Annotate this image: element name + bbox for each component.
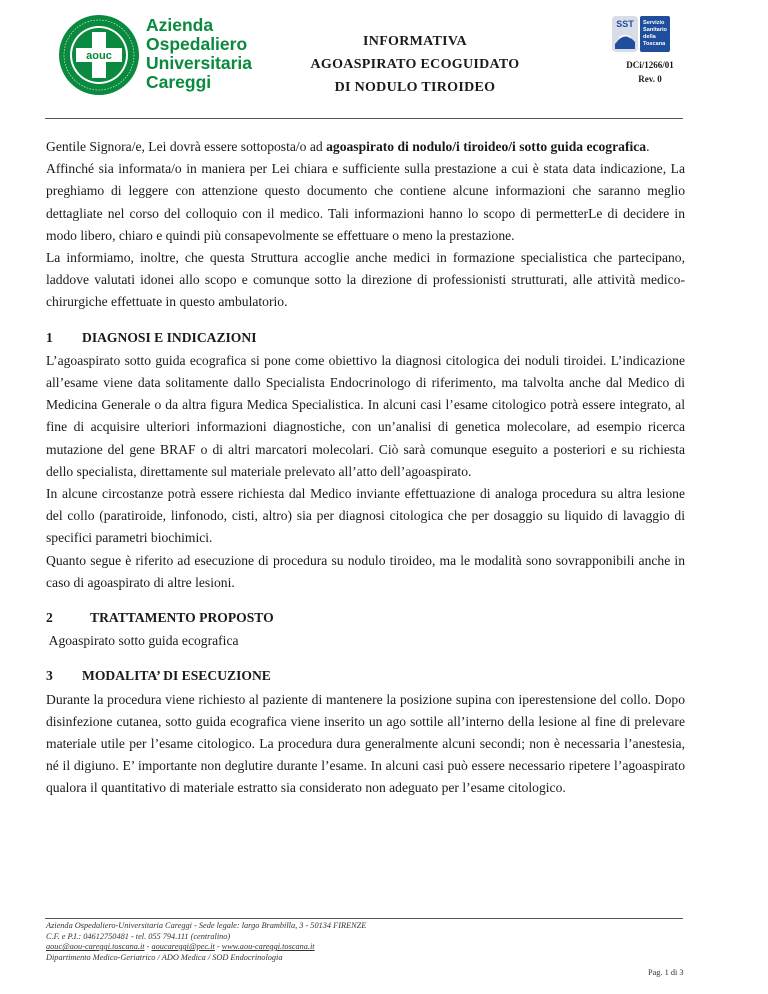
sst-logo	[612, 16, 670, 52]
footer-contacts	[46, 942, 366, 953]
section-number: 2	[46, 610, 53, 626]
section-paragraph: Quanto segue è riferito ad esecuzione di procedura su nodulo tiroideo, ma le modalità sono sovrapponibili anche in caso di agoaspirato di altre lesioni.	[46, 552, 685, 590]
section-title: TRATTAMENTO PROPOSTO	[90, 610, 274, 626]
sst-line: Toscana	[643, 41, 666, 47]
separator: -	[144, 942, 152, 952]
document-body	[46, 136, 685, 800]
header-divider	[45, 118, 683, 119]
section-heading	[46, 607, 685, 629]
org-line: Careggi	[146, 72, 212, 92]
section-paragraph: L’agoaspirato sotto guida ecografica si pone come obiettivo la diagnosi citologica dei noduli tiroidei. L’indicazione all’esame viene data solitamente dallo Specialista Endocrinologo di riferimento, ma talvolta anche dal Medico di Medicina Generale o da altra figura Medica Specialistica. In alcuni casi l’esame citologico potrà essere integrato, al fine di acquisire ulteriori informazioni diagnostiche, con un’analisi di genetica molecolare, ad esempio ricerca mutazione del gene BRAF o di altri marcatori molecolari. Ciò sarà comunque eseguito a posteriori e su richiesta dello specialista, direttamente sul materiale prelevato all’atto dell’agoaspirato.	[46, 352, 685, 479]
section-paragraph: Durante la procedura viene richiesto al paziente di mantenere la posizione supina con iperestensione del collo. Dopo disinfezione cutanea, sotto guida ecografica viene inserito un ago sottile all’interno della lesione al fine di prelevare materiale utile per l’esame citologico. La procedura dura generalmente alcuni secondi; non è necessaria l’anestesia, né il digiuno. E’ importante non deglutire durante l’esame. In alcuni casi può essere necessario ripetere l’agoaspirato qualora il quantitativo di materiale estratto sia considerato non adeguato per l’esame citologico.	[46, 691, 685, 796]
document-title	[300, 30, 530, 99]
section-heading	[46, 665, 685, 687]
org-line: Azienda	[146, 15, 214, 35]
document-footer	[46, 921, 366, 963]
title-line: AGOASPIRATO ECOGUIDATO	[310, 57, 520, 72]
footer-fiscal: C.F. e P.I.: 04612750481 - tel. 055 794.111 (centralino)	[46, 931, 231, 941]
email-link[interactable]: aouc@aou-careggi.toscana.it	[46, 942, 145, 952]
sst-line: della	[643, 34, 656, 40]
document-code: DCi/1266/01	[626, 60, 674, 70]
intro-text-end: .	[646, 139, 650, 154]
page-number: Pag. 1 di 3	[648, 968, 684, 977]
section-paragraph: In alcune circostanze potrà essere richiesta dal Medico inviante effettuazione di analoga procedura su altra lesione del collo (paratiroide, linfonodo, cisti, altro) sia per diagnosi citologica che per dosaggio su liquido di lavaggio di specifici parametri biochimici.	[46, 486, 685, 546]
title-line: INFORMATIVA	[363, 34, 467, 49]
intro-text: Gentile Signora/e, Lei dovrà essere sottoposta/o ad	[46, 139, 327, 154]
pec-link[interactable]: aoucareggi@pec.it	[151, 942, 215, 952]
document-header	[0, 0, 768, 122]
revision: Rev. 0	[638, 74, 662, 84]
org-line: Ospedaliero	[146, 34, 248, 54]
section-paragraph: Agoaspirato sotto guida ecografica	[46, 633, 239, 649]
title-line: DI NODULO TIROIDEO	[334, 80, 496, 95]
footer-department: Dipartimento Medico-Geriatrico / ADO Medica / SOD Endocrinologia	[46, 952, 283, 962]
sst-line: Sanitario	[643, 27, 667, 33]
section-number: 1	[46, 329, 53, 345]
intro-paragraph	[46, 136, 685, 158]
separator: -	[214, 942, 222, 952]
website-link[interactable]: www.aou-careggi.toscana.it	[221, 942, 315, 952]
intro-paragraph: La informiamo, inoltre, che questa Struttura accoglie anche medici in formazione specialistica che partecipano, laddove valutati idonei allo scopo e comunque sotto la direzione di professionisti strutturati, alle attività medico-chirurgiche effettuate in questo ambulatorio.	[46, 250, 685, 310]
org-line: Universitaria	[146, 53, 253, 73]
footer-address: Azienda Ospedaliero-Universitaria Careggi - Sede legale: largo Brambilla, 3 - 50134 FIRENZE	[46, 921, 367, 930]
section-title: MODALITA’ DI ESECUZIONE	[82, 668, 271, 684]
procedure-name: agoaspirato di nodulo/i tiroideo/i sotto guida ecografica	[326, 139, 647, 154]
aouc-logo	[58, 14, 140, 96]
organization-name	[146, 16, 252, 92]
section-heading	[46, 327, 685, 349]
intro-paragraph: Affinché sia informata/o in maniera per Lei chiara e sufficiente sulla prestazione a cui è stata data indicazione, La preghiamo di leggere con attenzione questo documento che contiene alcune informazioni che saranno meglio dettagliate nel corso del colloquio con il medico. Tali informazioni hanno lo scopo di permetterLe di decidere in modo libero, chiaro e quindi più consapevolmente se effettuare o meno la prestazione.	[46, 161, 685, 243]
footer-divider	[45, 918, 683, 919]
document-code-block	[600, 58, 700, 86]
sst-line: Servizio	[643, 20, 665, 26]
section-number: 3	[46, 668, 53, 684]
section-title: DIAGNOSI E INDICAZIONI	[82, 329, 257, 345]
sst-logo-text: SST	[616, 19, 634, 29]
aouc-logo-text: aouc	[86, 50, 112, 62]
